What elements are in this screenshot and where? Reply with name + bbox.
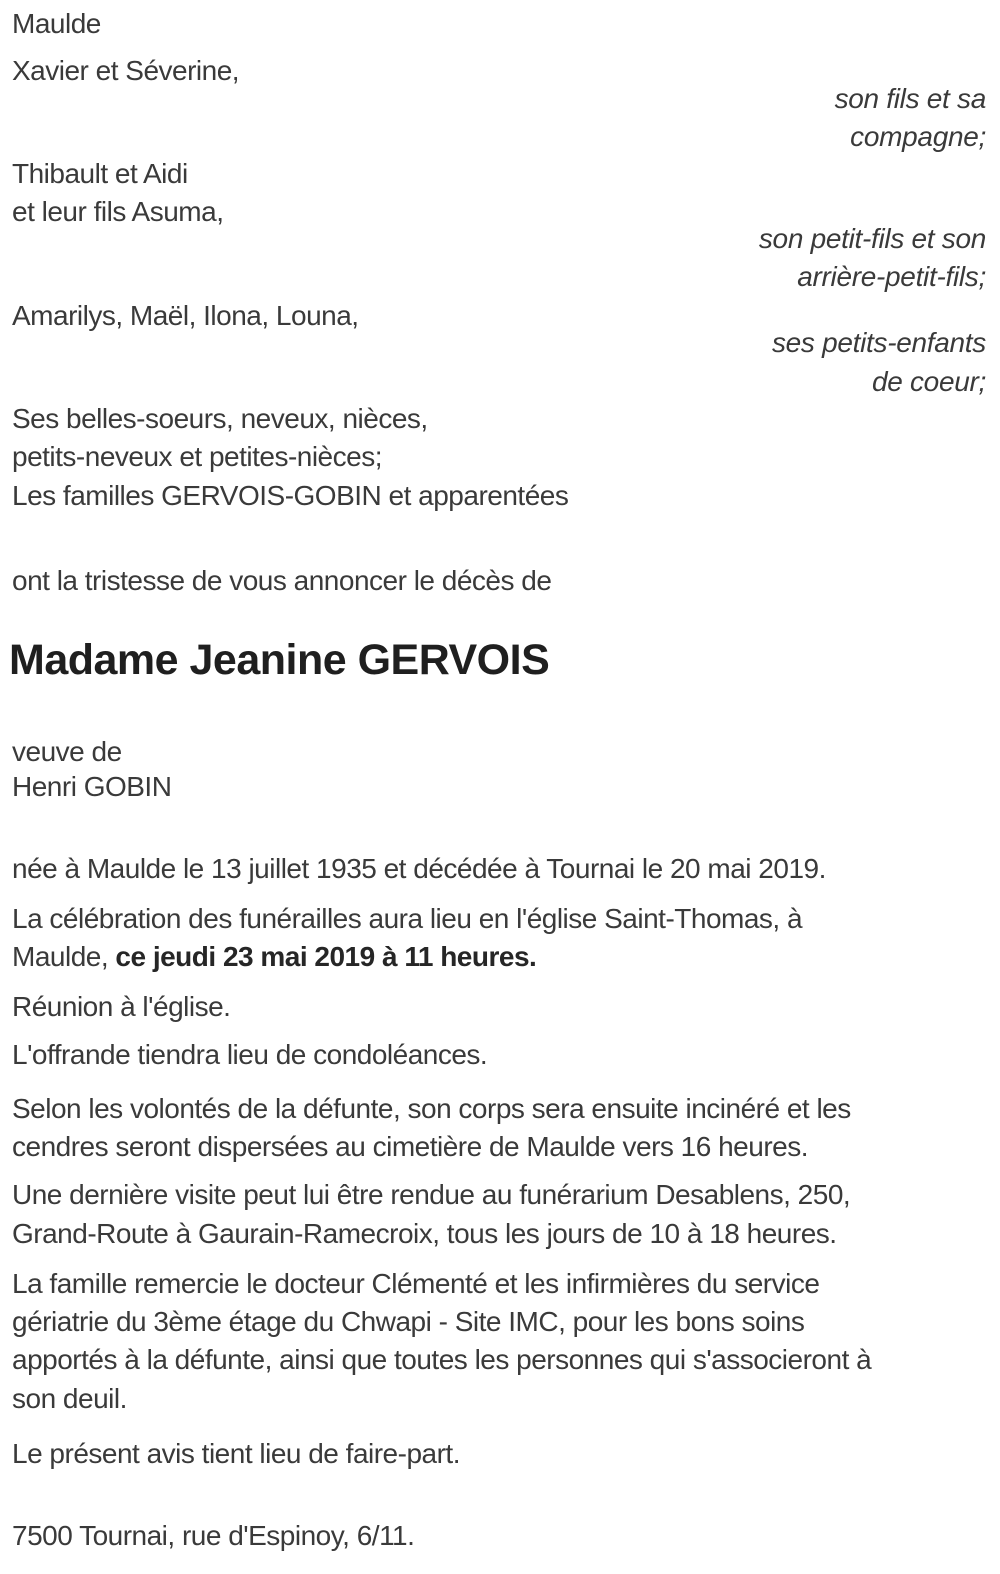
location-line: Maulde: [12, 8, 101, 39]
funeral-line-1: La célébration des funérailles aura lieu en l'église Saint-Thomas, à: [12, 903, 803, 934]
relation-line: compagne;: [850, 121, 986, 152]
cremation-line-2: cendres seront dispersées au cimetière de Maulde vers 16 heures.: [12, 1131, 808, 1162]
funeral-line-2: [12, 941, 536, 973]
widow-of-label: veuve de: [12, 736, 122, 767]
address-footer: 7500 Tournai, rue d'Espinoy, 6/11.: [12, 1520, 415, 1551]
thanks-line-4: son deuil.: [12, 1383, 127, 1414]
thanks-line-2: gériatrie du 3ème étage du Chwapi - Site IMC, pour les bons soins: [12, 1306, 805, 1337]
funeral-place-prefix: Maulde,: [12, 941, 116, 972]
announcement-intro: ont la tristesse de vous annoncer le décès de: [12, 565, 552, 596]
relation-line: son petit-fils et son: [758, 223, 986, 254]
deceased-name-heading: Madame Jeanine GERVOIS: [9, 636, 550, 684]
relative-names-line: Amarilys, Maël, Ilona, Louna,: [12, 300, 359, 331]
relative-names-line: Ses belles-soeurs, neveux, nièces,: [12, 403, 428, 434]
cremation-line-1: Selon les volontés de la défunte, son corps sera ensuite incinéré et les: [12, 1093, 851, 1124]
birth-death-line: née à Maulde le 13 juillet 1935 et décédée à Tournai le 20 mai 2019.: [12, 853, 826, 884]
relation-line: son fils et sa: [834, 83, 986, 114]
relative-names-line: petits-neveux et petites-nièces;: [12, 441, 382, 472]
relative-names-line: et leur fils Asuma,: [12, 196, 224, 227]
relative-names-line: Thibault et Aidi: [12, 158, 188, 189]
relation-line: ses petits-enfants: [771, 327, 986, 358]
visit-line-2: Grand-Route à Gaurain-Ramecroix, tous les jours de 10 à 18 heures.: [12, 1218, 837, 1249]
notice-statement-line: Le présent avis tient lieu de faire-part.: [12, 1438, 460, 1469]
funeral-date-bold: ce jeudi 23 mai 2019 à 11 heures.: [115, 941, 537, 972]
relative-names-line: Les familles GERVOIS-GOBIN et apparentées: [12, 480, 569, 511]
visit-line-1: Une dernière visite peut lui être rendue au funérarium Desablens, 250,: [12, 1179, 851, 1210]
relative-names-line: Xavier et Séverine,: [12, 55, 240, 86]
relation-line: arrière-petit-fils;: [797, 261, 986, 292]
thanks-line-3: apportés à la défunte, ainsi que toutes les personnes qui s'associeront à: [12, 1344, 872, 1375]
widow-of-name: Henri GOBIN: [12, 771, 172, 802]
relation-line: de coeur;: [871, 366, 986, 397]
meeting-line: Réunion à l'église.: [12, 991, 231, 1022]
thanks-line-1: La famille remercie le docteur Clémenté et les infirmières du service: [12, 1268, 820, 1299]
offering-line: L'offrande tiendra lieu de condoléances.: [12, 1039, 488, 1070]
